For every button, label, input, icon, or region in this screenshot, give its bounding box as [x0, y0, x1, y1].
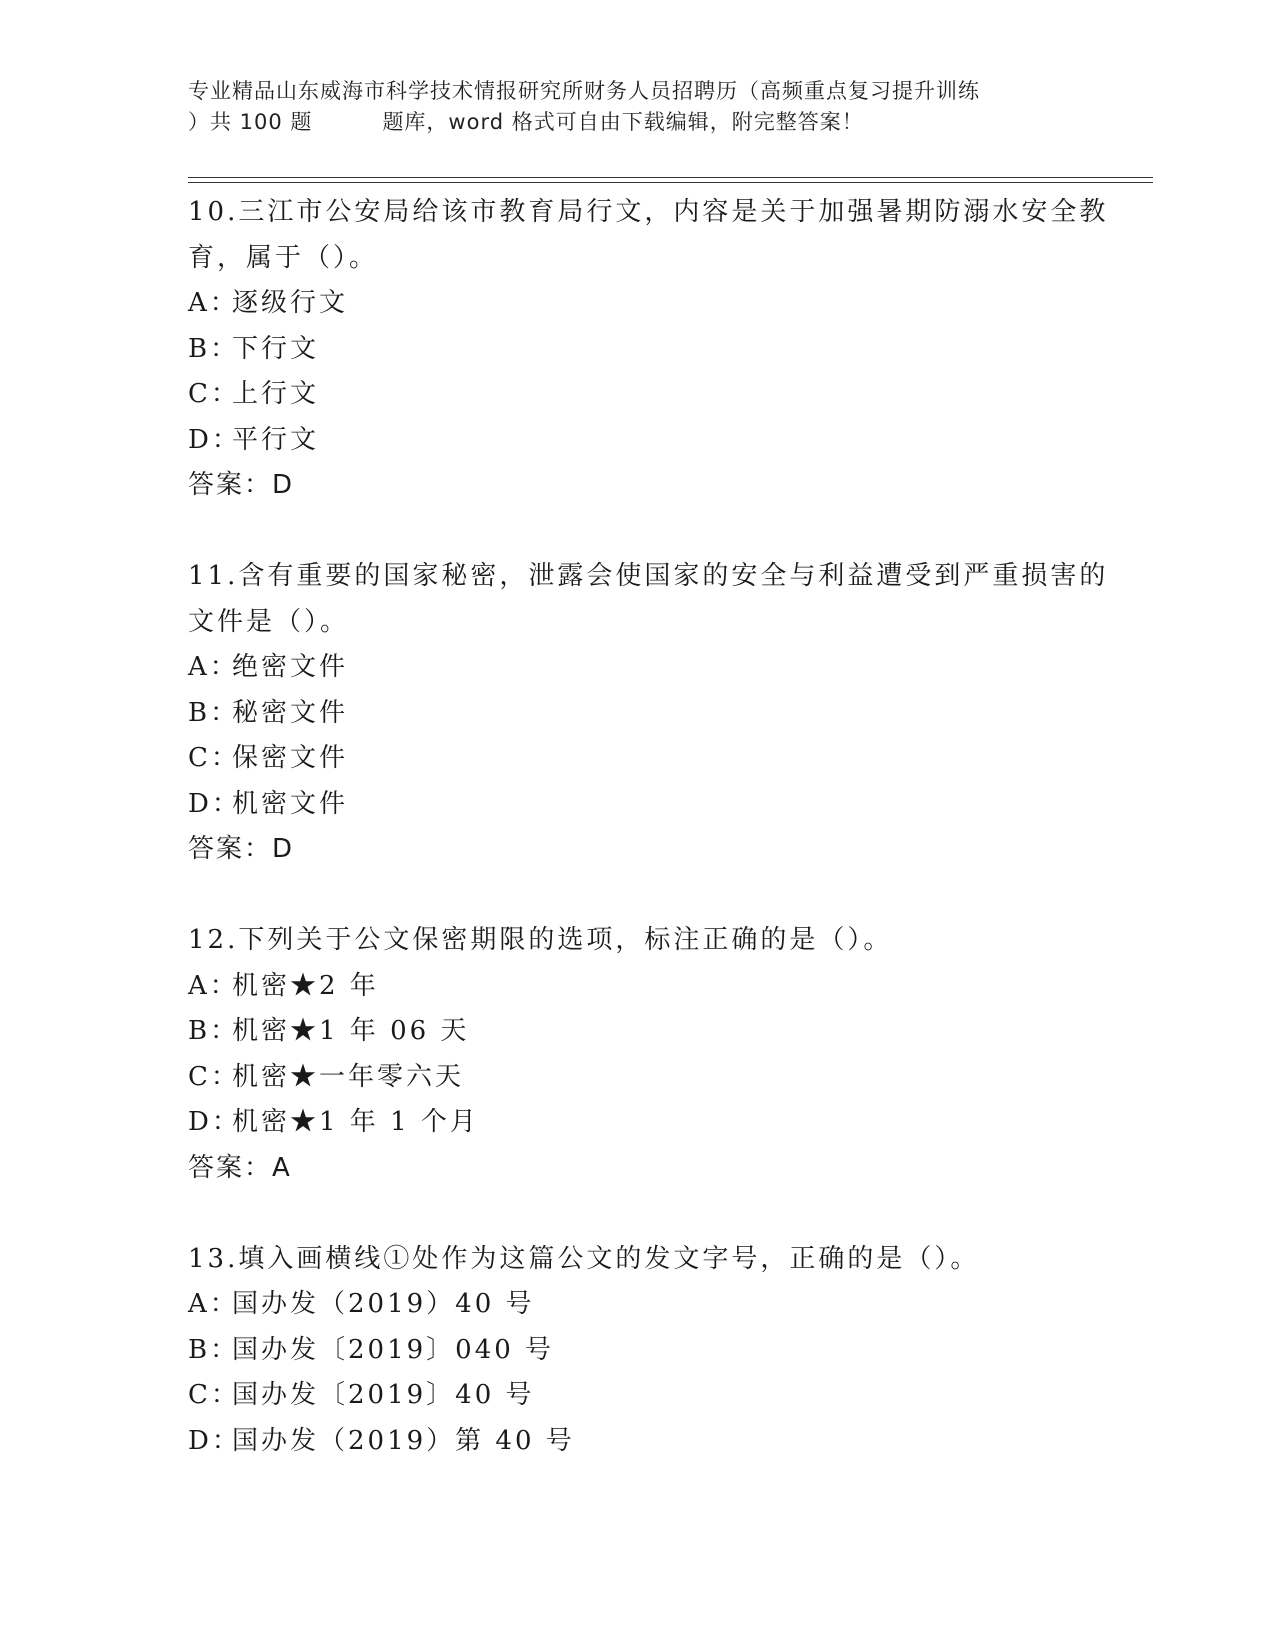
- option-d: [188, 1419, 1128, 1465]
- header-line-1: 专业精品山东威海市科学技术情报研究所财务人员招聘历（高频重点复习提升训练: [188, 79, 980, 103]
- question-stem: 11.含有重要的国家秘密，泄露会使国家的安全与利益遭受到严重损害的文件是（）。: [188, 561, 1109, 637]
- option-b: [188, 691, 1128, 737]
- option-key: A：: [188, 970, 239, 1001]
- option-key: C：: [188, 1380, 240, 1410]
- option-c: [188, 1055, 1128, 1101]
- option-key: D：: [188, 1107, 241, 1137]
- answer-line: 答案：D: [188, 834, 295, 864]
- option-text: 上行文: [232, 379, 320, 409]
- question-stem: 12.下列关于公文保密期限的选项，标注正确的是（）。: [188, 925, 893, 955]
- option-text: 机密文件: [232, 788, 349, 819]
- option-c: [188, 736, 1128, 782]
- option-b: [188, 327, 1128, 373]
- option-key: A：: [188, 1289, 239, 1319]
- option-text: 秘密文件: [232, 697, 349, 728]
- option-text: 国办发（2019）第 40 号: [232, 1425, 575, 1456]
- question-spacer: [188, 1191, 1128, 1237]
- option-text: 机密★2 年: [232, 970, 379, 1001]
- question-11: [188, 554, 1128, 873]
- question-spacer: [188, 873, 1128, 919]
- answer-line: 答案：D: [188, 470, 295, 500]
- option-key: D：: [188, 424, 241, 455]
- option-key: B：: [188, 333, 240, 364]
- option-key: C：: [188, 379, 240, 409]
- option-text: 逐级行文: [232, 288, 349, 318]
- option-text: 机密★一年零六天: [232, 1061, 465, 1092]
- option-b: [188, 1009, 1128, 1055]
- option-text: 国办发（2019）40 号: [232, 1289, 535, 1319]
- question-stem: 13.填入画横线①处作为这篇公文的发文字号，正确的是（）。: [188, 1243, 980, 1274]
- option-key: B：: [188, 1016, 240, 1046]
- header-divider-top: [188, 177, 1153, 178]
- header-line-2-desc: 题库，word 格式可自由下载编辑，附完整答案！: [382, 110, 864, 134]
- option-d: [188, 418, 1128, 464]
- option-key: D：: [188, 788, 241, 819]
- option-key: B：: [188, 1334, 240, 1365]
- header-line-2: [188, 107, 1088, 138]
- option-d: [188, 782, 1128, 828]
- option-text: 机密★1 年 1 个月: [232, 1107, 479, 1137]
- question-12: [188, 918, 1128, 1191]
- option-a: [188, 1282, 1128, 1328]
- option-key: A：: [188, 288, 239, 318]
- option-text: 平行文: [232, 424, 320, 455]
- page-header: [188, 76, 1088, 138]
- option-a: [188, 281, 1128, 327]
- option-a: [188, 964, 1128, 1010]
- option-text: 下行文: [232, 333, 320, 364]
- option-c: [188, 1373, 1128, 1419]
- option-key: D：: [188, 1425, 241, 1456]
- question-list: [188, 190, 1128, 1464]
- question-stem: 10.三江市公安局给该市教育局行文，内容是关于加强暑期防溺水安全教育，属于（）。: [188, 197, 1109, 273]
- option-text: 国办发〔2019〕40 号: [232, 1380, 535, 1410]
- option-key: A：: [188, 652, 239, 682]
- option-text: 机密★1 年 06 天: [232, 1016, 470, 1046]
- option-text: 绝密文件: [232, 652, 349, 682]
- header-line-2-count: ）共 100 题: [188, 110, 313, 134]
- answer-line: 答案：A: [188, 1152, 292, 1183]
- question-spacer: [188, 509, 1128, 555]
- option-text: 保密文件: [232, 743, 349, 773]
- option-c: [188, 372, 1128, 418]
- question-13: [188, 1237, 1128, 1465]
- option-d: [188, 1100, 1128, 1146]
- option-b: [188, 1328, 1128, 1374]
- option-key: C：: [188, 743, 240, 773]
- header-divider-bottom: [188, 182, 1153, 183]
- option-key: C：: [188, 1061, 240, 1092]
- option-a: [188, 645, 1128, 691]
- option-text: 国办发〔2019〕040 号: [232, 1334, 555, 1365]
- option-key: B：: [188, 697, 240, 728]
- question-10: [188, 190, 1128, 509]
